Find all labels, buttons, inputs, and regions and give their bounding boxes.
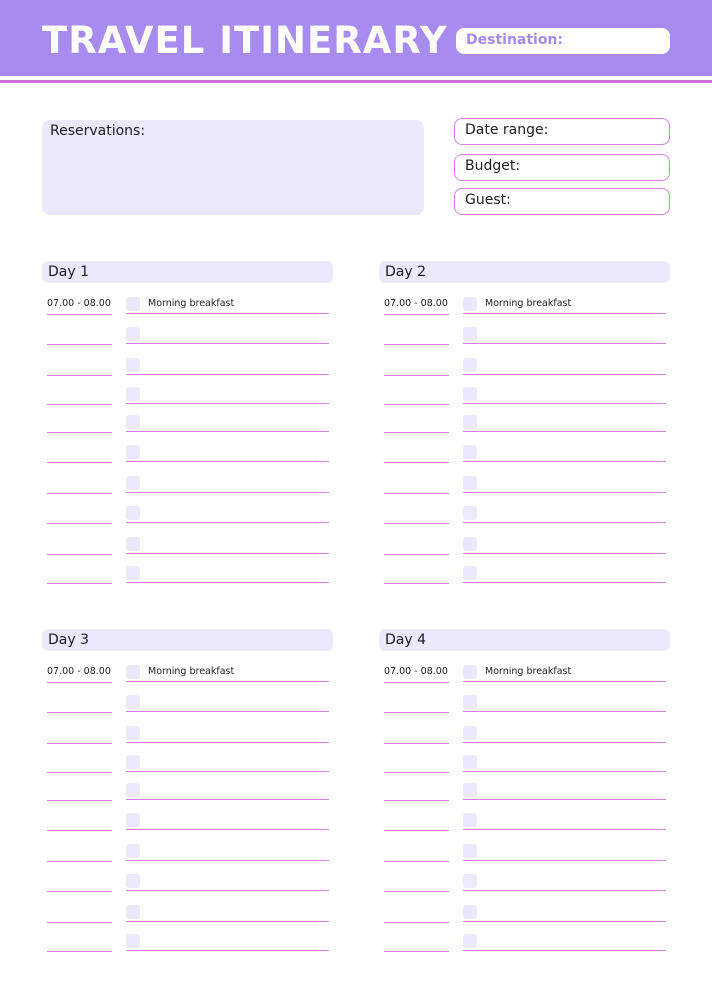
time-slot[interactable] (47, 443, 112, 463)
task-field[interactable] (463, 564, 666, 583)
schedule-row (379, 295, 670, 315)
schedule-row (379, 356, 670, 376)
time-slot[interactable] (47, 903, 112, 923)
task-checkbox[interactable] (126, 783, 140, 797)
time-slot[interactable] (384, 564, 449, 584)
task-checkbox[interactable] (126, 905, 140, 919)
task-field[interactable] (126, 932, 329, 951)
task-field[interactable] (126, 474, 329, 493)
time-slot[interactable] (47, 932, 112, 952)
schedule-row (42, 535, 333, 555)
schedule-row (42, 385, 333, 405)
task-checkbox[interactable] (126, 695, 140, 709)
task-field[interactable]: Morning breakfast (463, 663, 666, 682)
time-slot[interactable] (384, 693, 449, 713)
schedule-row (379, 443, 670, 463)
task-checkbox[interactable] (126, 445, 140, 459)
time-slot[interactable] (384, 903, 449, 923)
schedule-row (42, 443, 333, 463)
schedule-row (379, 724, 670, 744)
task-field[interactable] (463, 413, 666, 432)
day-section-2 (379, 261, 670, 309)
task-field[interactable] (126, 872, 329, 891)
task-checkbox[interactable] (126, 476, 140, 490)
task-field[interactable] (463, 504, 666, 523)
task-checkbox[interactable] (126, 327, 140, 341)
time-slot[interactable] (384, 474, 449, 494)
time-slot[interactable]: 07.00 - 08.00 (47, 295, 112, 315)
schedule-row (42, 903, 333, 923)
task-checkbox[interactable] (126, 813, 140, 827)
budget-field[interactable] (454, 154, 670, 181)
time-slot[interactable] (47, 724, 112, 744)
task-checkbox[interactable] (463, 726, 477, 740)
schedule-row (42, 474, 333, 494)
schedule-row (379, 693, 670, 713)
task-field[interactable] (126, 564, 329, 583)
time-slot[interactable] (47, 474, 112, 494)
task-checkbox[interactable] (463, 783, 477, 797)
schedule-row (42, 724, 333, 744)
day-header: Day 4 (379, 629, 670, 651)
task-checkbox[interactable] (126, 934, 140, 948)
schedule-row (42, 872, 333, 892)
task-field[interactable] (126, 385, 329, 404)
schedule-row (379, 903, 670, 923)
task-checkbox[interactable] (126, 297, 140, 311)
day-header: Day 2 (379, 261, 670, 283)
day-section-3 (42, 629, 333, 677)
header-divider (0, 80, 712, 83)
task-checkbox[interactable] (126, 387, 140, 401)
time-slot[interactable] (384, 325, 449, 345)
task-checkbox[interactable] (463, 415, 477, 429)
time-slot[interactable] (47, 842, 112, 862)
day-header: Day 3 (42, 629, 333, 651)
time-slot[interactable]: 07.00 - 08.00 (47, 663, 112, 683)
reservations-label: Reservations: (50, 123, 146, 139)
task-checkbox[interactable] (463, 844, 477, 858)
task-field[interactable] (463, 535, 666, 554)
schedule-row (379, 535, 670, 555)
time-slot[interactable] (384, 781, 449, 801)
task-field[interactable] (126, 356, 329, 375)
reservations-box[interactable] (42, 120, 424, 215)
task-field[interactable] (126, 781, 329, 800)
schedule-row (379, 811, 670, 831)
time-slot[interactable] (384, 724, 449, 744)
task-field[interactable]: Morning breakfast (126, 663, 329, 682)
time-slot[interactable] (384, 842, 449, 862)
schedule-row (42, 842, 333, 862)
time-slot[interactable] (47, 811, 112, 831)
day-section-1 (42, 261, 333, 309)
schedule-row (42, 932, 333, 952)
task-checkbox[interactable] (126, 415, 140, 429)
schedule-row (379, 564, 670, 584)
task-field[interactable] (463, 325, 666, 344)
task-field[interactable] (463, 724, 666, 743)
date-range-field[interactable] (454, 118, 670, 145)
task-checkbox[interactable] (463, 476, 477, 490)
time-slot[interactable] (384, 535, 449, 555)
time-slot[interactable] (47, 356, 112, 376)
schedule-row (379, 872, 670, 892)
task-field[interactable] (126, 504, 329, 523)
task-field[interactable] (463, 356, 666, 375)
schedule-row (379, 842, 670, 862)
task-field[interactable] (126, 325, 329, 344)
schedule-row (42, 356, 333, 376)
task-field[interactable] (126, 842, 329, 861)
time-slot[interactable] (384, 811, 449, 831)
time-slot[interactable] (384, 413, 449, 433)
time-slot[interactable] (47, 872, 112, 892)
task-field[interactable] (463, 811, 666, 830)
schedule-row (379, 781, 670, 801)
task-checkbox[interactable] (126, 874, 140, 888)
task-checkbox[interactable] (126, 726, 140, 740)
time-slot[interactable] (47, 753, 112, 773)
schedule-row (379, 663, 670, 683)
schedule-row (379, 753, 670, 773)
time-slot[interactable]: 07.00 - 08.00 (384, 295, 449, 315)
task-checkbox[interactable] (126, 566, 140, 580)
task-checkbox[interactable] (463, 665, 477, 679)
task-field[interactable] (463, 693, 666, 712)
task-checkbox[interactable] (463, 695, 477, 709)
task-field[interactable] (463, 903, 666, 922)
schedule-row (42, 693, 333, 713)
budget-label: Budget: (465, 158, 521, 174)
schedule-row (42, 564, 333, 584)
time-slot[interactable] (384, 356, 449, 376)
task-field[interactable] (126, 903, 329, 922)
schedule-row (42, 295, 333, 315)
task-checkbox[interactable] (463, 358, 477, 372)
task-checkbox[interactable] (463, 445, 477, 459)
time-slot[interactable] (47, 385, 112, 405)
task-field[interactable] (126, 811, 329, 830)
day-section-4 (379, 629, 670, 677)
schedule-row (379, 932, 670, 952)
task-field[interactable] (126, 535, 329, 554)
schedule-row (379, 385, 670, 405)
time-slot[interactable] (384, 872, 449, 892)
guest-field[interactable] (454, 188, 670, 215)
time-slot[interactable] (47, 504, 112, 524)
schedule-row (42, 781, 333, 801)
task-checkbox[interactable] (463, 297, 477, 311)
time-slot[interactable]: 07.00 - 08.00 (384, 663, 449, 683)
schedule-row (42, 504, 333, 524)
schedule-row (379, 504, 670, 524)
schedule-row (379, 413, 670, 433)
task-checkbox[interactable] (463, 874, 477, 888)
task-checkbox[interactable] (463, 537, 477, 551)
task-field[interactable] (126, 693, 329, 712)
task-field[interactable]: Morning breakfast (463, 295, 666, 314)
schedule-row (379, 325, 670, 345)
time-slot[interactable] (47, 693, 112, 713)
time-slot[interactable] (47, 413, 112, 433)
task-field[interactable] (463, 872, 666, 891)
time-slot[interactable] (47, 564, 112, 584)
time-slot[interactable] (384, 504, 449, 524)
task-field[interactable] (463, 443, 666, 462)
task-checkbox[interactable] (463, 327, 477, 341)
task-field[interactable] (463, 842, 666, 861)
task-field[interactable] (126, 443, 329, 462)
time-slot[interactable] (384, 385, 449, 405)
task-field[interactable] (126, 753, 329, 772)
schedule-row (42, 811, 333, 831)
task-checkbox[interactable] (463, 905, 477, 919)
task-field[interactable] (463, 753, 666, 772)
time-slot[interactable] (384, 753, 449, 773)
page-title: TRAVEL ITINERARY (42, 19, 448, 62)
task-field[interactable] (463, 385, 666, 404)
task-checkbox[interactable] (463, 566, 477, 580)
task-checkbox[interactable] (126, 755, 140, 769)
time-slot[interactable] (384, 932, 449, 952)
schedule-row (42, 413, 333, 433)
task-field[interactable] (463, 781, 666, 800)
time-slot[interactable] (47, 325, 112, 345)
task-field[interactable]: Morning breakfast (126, 295, 329, 314)
task-checkbox[interactable] (126, 506, 140, 520)
task-checkbox[interactable] (126, 665, 140, 679)
task-checkbox[interactable] (126, 537, 140, 551)
destination-field[interactable]: Destination: (456, 28, 670, 54)
task-field[interactable] (463, 474, 666, 493)
time-slot[interactable] (47, 781, 112, 801)
task-checkbox[interactable] (126, 358, 140, 372)
schedule-row (379, 474, 670, 494)
time-slot[interactable] (384, 443, 449, 463)
task-checkbox[interactable] (126, 844, 140, 858)
task-checkbox[interactable] (463, 813, 477, 827)
task-field[interactable] (463, 932, 666, 951)
task-checkbox[interactable] (463, 506, 477, 520)
task-field[interactable] (126, 724, 329, 743)
time-slot[interactable] (47, 535, 112, 555)
schedule-row (42, 325, 333, 345)
schedule-row (42, 753, 333, 773)
day-header: Day 1 (42, 261, 333, 283)
schedule-row (42, 663, 333, 683)
task-checkbox[interactable] (463, 755, 477, 769)
guest-label: Guest: (465, 192, 511, 208)
task-checkbox[interactable] (463, 387, 477, 401)
task-field[interactable] (126, 413, 329, 432)
task-checkbox[interactable] (463, 934, 477, 948)
date-range-label: Date range: (465, 122, 549, 138)
